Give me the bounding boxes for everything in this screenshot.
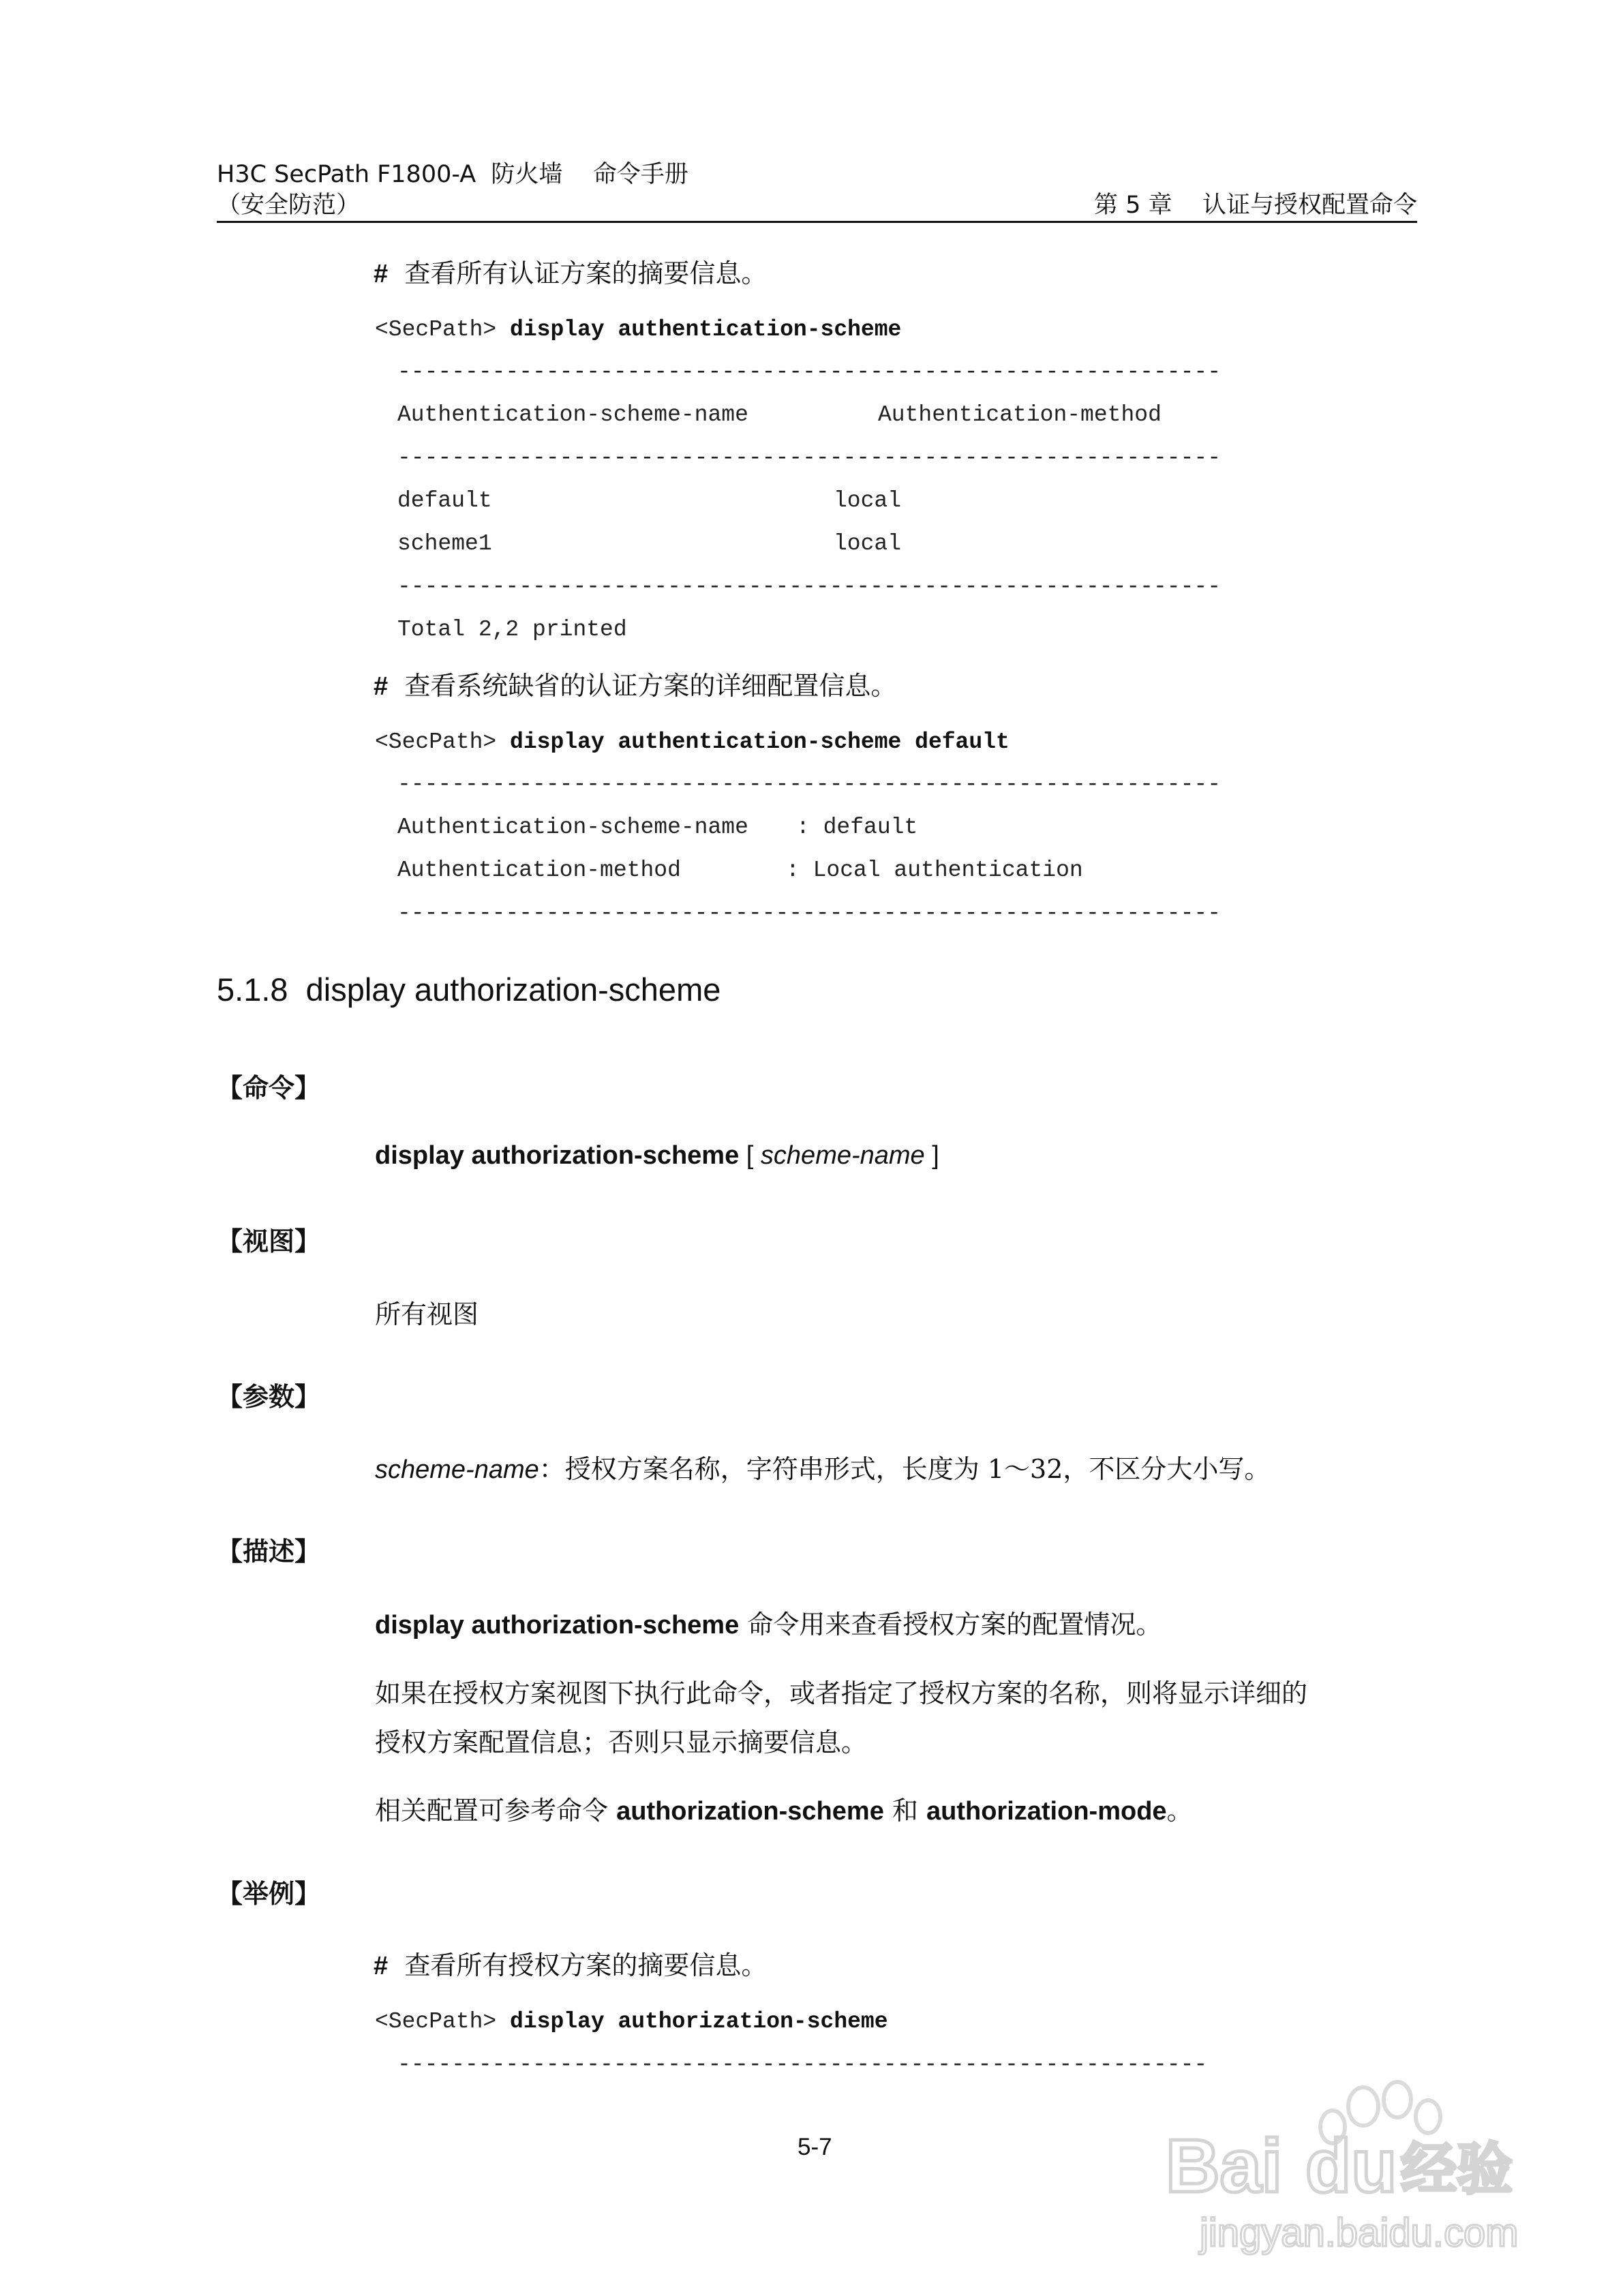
example1-comment <box>374 252 767 290</box>
example2-command-line <box>375 729 1010 755</box>
tag-command: 【命令】 <box>217 1073 321 1103</box>
dash-separator: ------------------------------------------------------------ <box>397 2052 1208 2077</box>
hash-mark: # <box>374 672 389 701</box>
tag-view: 【视图】 <box>217 1226 321 1256</box>
svg-text:经验: 经验 <box>1401 2137 1513 2202</box>
table-row-method: local <box>834 531 902 556</box>
related-command: authorization-mode <box>926 1797 1167 1826</box>
param-desc: ：授权方案名称，字符串形式，长度为 1～32，不区分大小写。 <box>539 1454 1271 1484</box>
tag-params: 【参数】 <box>217 1382 321 1412</box>
desc-command: display authorization-scheme <box>375 1611 740 1640</box>
column-header-name: Authentication-scheme-name <box>397 402 748 427</box>
param-name: scheme-name <box>375 1455 539 1484</box>
desc-p3-pre: 相关配置可参考命令 <box>375 1796 617 1826</box>
table-row-method: local <box>834 488 902 513</box>
dash-separator: ------------------------------------------------------------- <box>397 574 1221 599</box>
desc-p3 <box>375 1789 1193 1827</box>
param-line <box>375 1448 1270 1485</box>
comment-text: 查看系统缺省的认证方案的详细配置信息。 <box>404 671 897 701</box>
command-syntax <box>375 1140 939 1170</box>
detail-value: : Local authentication <box>786 858 1083 883</box>
dash-separator: ------------------------------------------------------------- <box>397 445 1221 470</box>
comment-text: 查看所有授权方案的摘要信息。 <box>404 1950 768 1980</box>
hash-mark: # <box>374 1952 389 1980</box>
view-text: 所有视图 <box>375 1299 479 1329</box>
cli-command: display authorization-scheme <box>510 2009 888 2034</box>
desc-p1 <box>375 1603 1162 1641</box>
svg-text:jingyan.baidu.com: jingyan.baidu.com <box>1200 2211 1519 2255</box>
example3-comment <box>374 1944 767 1982</box>
dash-separator: ------------------------------------------------------------- <box>397 901 1221 926</box>
desc-p3-end: 。 <box>1166 1796 1193 1826</box>
svg-text:du: du <box>1305 2124 1397 2208</box>
example3-command-line <box>375 2009 888 2034</box>
cli-command: display authentication-scheme <box>510 317 902 342</box>
cli-prompt: <SecPath> <box>375 2009 511 2034</box>
page-number: 5-7 <box>798 2134 832 2160</box>
dash-separator: ------------------------------------------------------------- <box>397 359 1221 384</box>
detail-value: : default <box>796 815 918 840</box>
desc-p2-line2: 授权方案配置信息；否则只显示摘要信息。 <box>375 1727 868 1757</box>
example1-command-line <box>375 317 901 342</box>
header-volume: （安全防范） <box>217 192 361 219</box>
total-line: Total 2,2 printed <box>397 617 627 642</box>
cli-prompt: <SecPath> <box>375 317 511 342</box>
table-row-name: scheme1 <box>397 531 492 556</box>
dash-separator: ------------------------------------------------------------- <box>397 772 1221 797</box>
syntax-bracket: [ <box>739 1141 761 1170</box>
syntax-command: display authorization-scheme <box>375 1141 740 1170</box>
baidu-jingyan-watermark <box>1159 2079 1541 2270</box>
header-divider <box>217 221 1417 223</box>
desc-text: 命令用来查看授权方案的配置情况。 <box>739 1610 1162 1640</box>
tag-desc: 【描述】 <box>217 1537 321 1567</box>
column-header-method: Authentication-method <box>878 402 1162 427</box>
table-row-name: default <box>397 488 492 513</box>
example2-comment <box>374 665 896 702</box>
syntax-bracket: ] <box>924 1141 939 1170</box>
desc-p2-line1: 如果在授权方案视图下执行此命令，或者指定了授权方案的名称，则将显示详细的 <box>375 1678 1308 1708</box>
related-command: authorization-scheme <box>616 1797 884 1826</box>
tag-example: 【举例】 <box>217 1879 321 1909</box>
section-title: 5.1.8 display authorization-scheme <box>217 971 721 1008</box>
comment-text: 查看所有认证方案的摘要信息。 <box>404 258 768 288</box>
svg-text:Bai: Bai <box>1166 2124 1283 2208</box>
syntax-arg: scheme-name <box>760 1141 925 1170</box>
cli-prompt: <SecPath> <box>375 729 511 755</box>
header-product: H3C SecPath F1800-A 防火墙 命令手册 <box>217 161 688 188</box>
hash-mark: # <box>374 260 389 288</box>
cli-command: display authentication-scheme default <box>510 729 1010 755</box>
header-chapter: 第 5 章 认证与授权配置命令 <box>1093 192 1417 219</box>
detail-key: Authentication-method <box>397 858 681 883</box>
detail-key: Authentication-scheme-name <box>397 815 748 840</box>
desc-p3-mid: 和 <box>883 1796 926 1826</box>
